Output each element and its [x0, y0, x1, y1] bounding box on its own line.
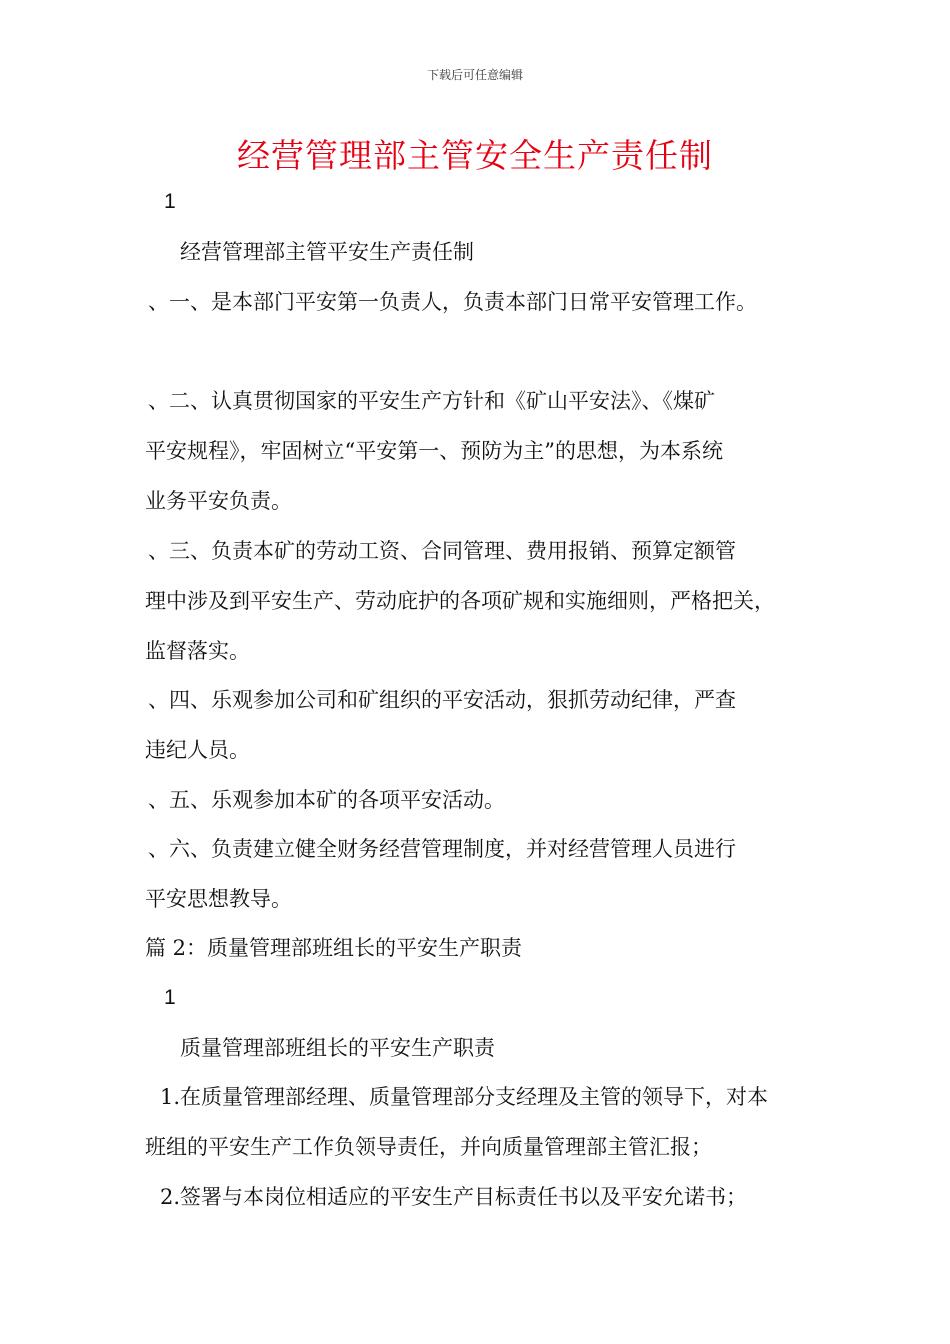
section-number: 1	[164, 190, 176, 213]
section-heading: 篇 2：质量管理部班组长的平安生产职责	[145, 936, 523, 960]
paragraph-line: 、五、乐观参加本矿的各项平安活动。	[148, 788, 505, 812]
paragraph-line: 2.签署与本岗位相适应的平安生产目标责任书以及平安允诺书；	[160, 1185, 748, 1209]
document-title: 经营管理部主管安全生产责任制	[237, 136, 713, 175]
paragraph-line: 平安规程》，牢固树立“平安第一、预防为主”的思想，为本系统	[145, 439, 723, 463]
paragraph-line: 违纪人员。	[145, 738, 250, 762]
paragraph-line: 、三、负责本矿的劳动工资、合同管理、费用报销、预算定额管	[148, 539, 736, 563]
paragraph-line: 平安思想教导。	[145, 887, 292, 911]
paragraph-line: 1.在质量管理部经理、质量管理部分支经理及主管的领导下，对本	[160, 1085, 769, 1109]
paragraph-line: 、二、认真贯彻国家的平安生产方针和《矿山平安法》、《煤矿	[148, 389, 715, 413]
subtitle: 质量管理部班组长的平安生产职责	[180, 1036, 495, 1060]
header-note: 下载后可任意编辑	[426, 68, 523, 82]
paragraph-line: 、六、负责建立健全财务经营管理制度，并对经营管理人员进行	[148, 837, 736, 861]
paragraph-line: 班组的平安生产工作负领导责任，并向质量管理部主管汇报；	[145, 1135, 712, 1159]
subtitle: 经营管理部主管平安生产责任制	[180, 240, 474, 264]
paragraph-line: 监督落实。	[145, 639, 250, 663]
section-number: 1	[164, 986, 176, 1009]
paragraph-line: 、四、乐观参加公司和矿组织的平安活动，狠抓劳动纪律，严查	[148, 688, 736, 712]
paragraph-line: 业务平安负责。	[145, 489, 292, 513]
paragraph-line: 、一、是本部门平安第一负责人，负责本部门日常平安管理工作。	[148, 290, 757, 314]
paragraph-line: 理中涉及到平安生产、劳动庇护的各项矿规和实施细则，严格把关，	[145, 589, 775, 613]
